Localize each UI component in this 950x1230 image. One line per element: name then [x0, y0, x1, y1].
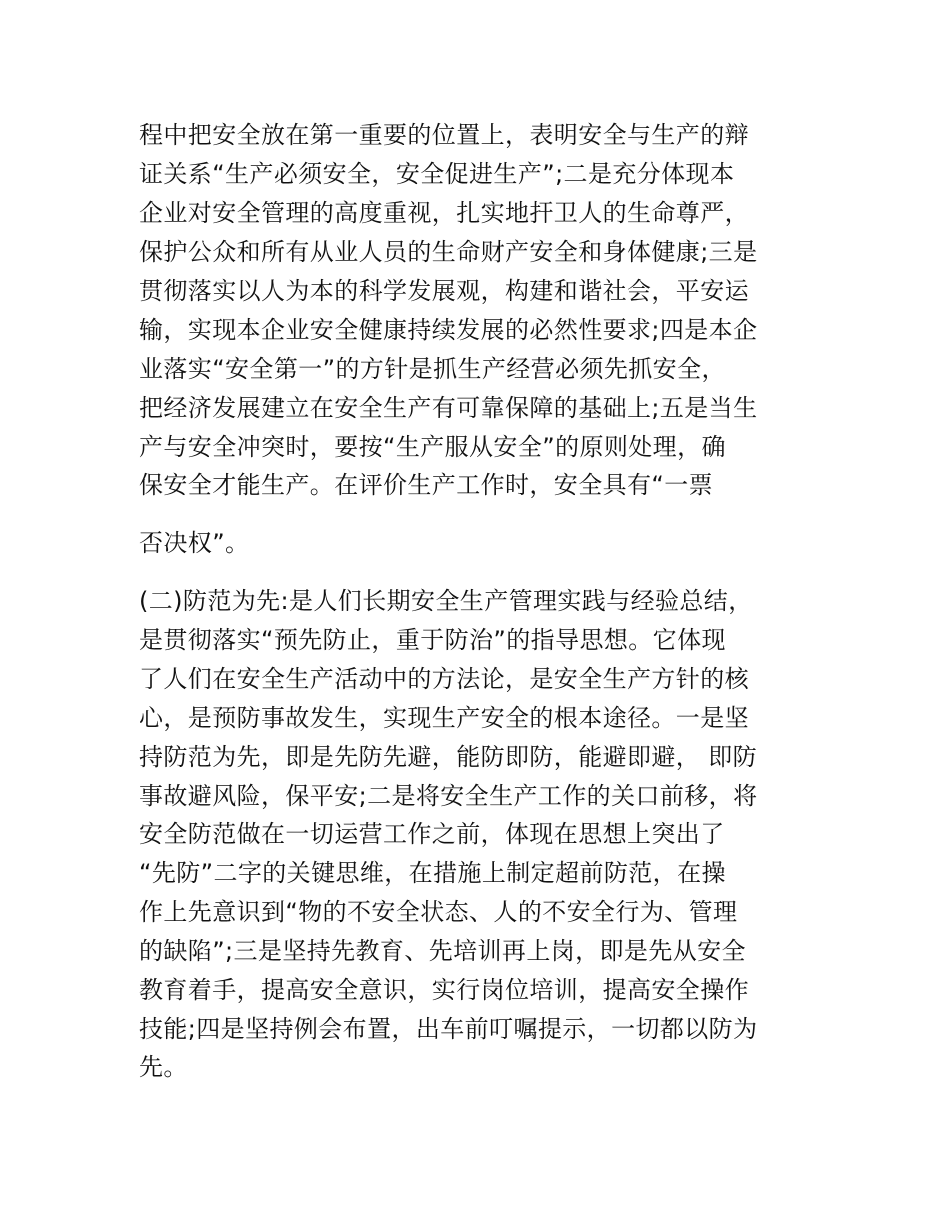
- text-line: 是贯彻落实“预先防止，重于防治”的指导思想。它体现: [139, 626, 726, 654]
- text-line: 输，实现本企业安全健康持续发展的必然性要求;四是本企: [139, 316, 758, 344]
- text-line: 事故避风险，保平安;二是将安全生产工作的关口前移，将: [139, 782, 758, 810]
- text-line: 产与安全冲突时，要按“生产服从安全”的原则处理，确: [139, 433, 726, 461]
- text-line: 技能;四是坚持例会布置，出车前叮嘱提示，一切都以防为: [139, 1015, 758, 1043]
- text-line: 程中把安全放在第一重要的位置上，表明安全与生产的辩: [139, 121, 749, 149]
- text-line: 教育着手，提高安全意识，实行岗位培训，提高安全操作: [139, 976, 749, 1004]
- text-line: 业落实“安全第一”的方针是抓生产经营必须先抓安全，: [139, 355, 726, 383]
- text-line: 心，是预防事故发生，实现生产安全的根本途径。一是坚: [139, 704, 749, 732]
- text-line: 安全防范做在一切运营工作之前，体现在思想上突出了: [139, 820, 725, 848]
- text-line: 了人们在安全生产活动中的方法论，是安全生产方针的核: [139, 665, 749, 693]
- text-line: 把经济发展建立在安全生产有可靠保障的基础上;五是当生: [139, 394, 758, 422]
- text-line: 保护公众和所有从业人员的生命财产安全和身体健康;三是: [139, 238, 758, 266]
- text-line: 保安全才能生产。在评价生产工作时，安全具有“一票: [139, 471, 714, 499]
- text-line: 否决权”。: [139, 529, 250, 557]
- text-line: 先。: [139, 1053, 188, 1081]
- text-line: (二)防范为先:是人们长期安全生产管理实践与经验总结，: [139, 587, 753, 615]
- text-line: 作上先意识到“物的不安全状态、人的不安全行为、管理: [139, 898, 738, 926]
- text-line: 企业对安全管理的高度重视，扎实地扞卫人的生命尊严，: [139, 199, 749, 227]
- text-line: “先防”二字的关键思维，在措施上制定超前防范，在操: [139, 859, 726, 887]
- text-line: 贯彻落实以人为本的科学发展观，构建和谐社会，平安运: [139, 277, 749, 305]
- text-line: 持防范为先，即是先防先避，能防即防，能避即避， 即防: [139, 743, 758, 771]
- text-line: 证关系“生产必须安全，安全促进生产”;二是充分体现本: [139, 160, 735, 188]
- text-line: 的缺陷”;三是坚持先教育、先培训再上岗，即是先从安全: [139, 937, 746, 965]
